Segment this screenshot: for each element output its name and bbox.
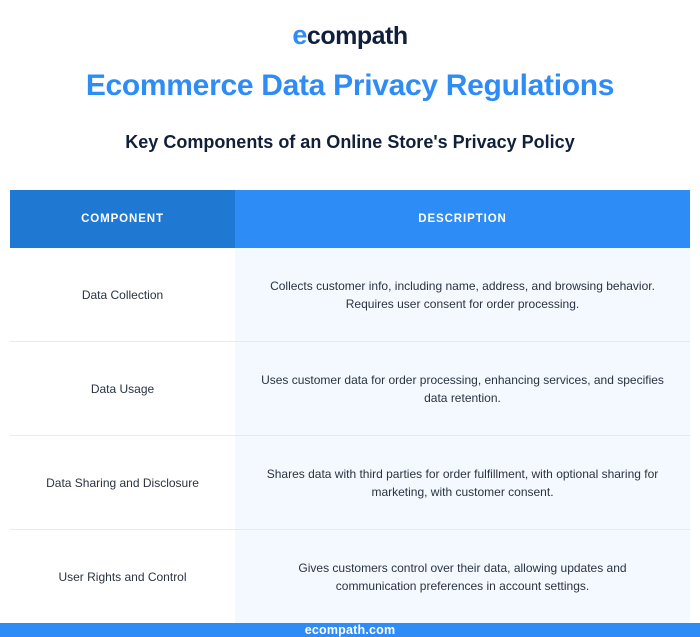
page-title: Ecommerce Data Privacy Regulations — [85, 69, 615, 102]
cell-component: Data Collection — [10, 248, 235, 342]
footer-site-label: ecompath.com — [304, 623, 396, 637]
table-head — [10, 190, 690, 248]
page-subtitle: Key Components of an Online Store's Privacy Policy — [125, 132, 575, 153]
cell-component: User Rights and Control — [10, 530, 235, 624]
cell-description: Shares data with third parties for order fulfillment, with optional sharing for marketing, with customer consent. — [235, 436, 690, 530]
components-table — [10, 190, 690, 623]
cell-description: Collects customer info, including name, address, and browsing behavior. Requires user consent for order processing. — [235, 248, 690, 342]
cell-description: Uses customer data for order processing, enhancing services, and specifies data retention. — [235, 342, 690, 436]
cell-component: Data Sharing and Disclosure — [10, 436, 235, 530]
footer-bar — [0, 623, 700, 637]
logo-wordmark: compath — [306, 22, 408, 50]
cell-description: Gives customers control over their data, allowing updates and communication preferences in account settings. — [235, 530, 690, 624]
table-body — [10, 248, 690, 623]
cell-component: Data Usage — [10, 342, 235, 436]
table-row — [10, 436, 690, 530]
table-header-row — [10, 190, 690, 248]
components-table-wrapper — [10, 190, 690, 623]
logo-initial: e — [292, 20, 307, 50]
column-header-description: DESCRIPTION — [235, 190, 690, 248]
logo-text — [292, 20, 407, 51]
brand-logo — [0, 20, 700, 51]
column-header-component: COMPONENT — [10, 190, 235, 248]
table-row — [10, 248, 690, 342]
table-row — [10, 530, 690, 624]
table-row — [10, 342, 690, 436]
